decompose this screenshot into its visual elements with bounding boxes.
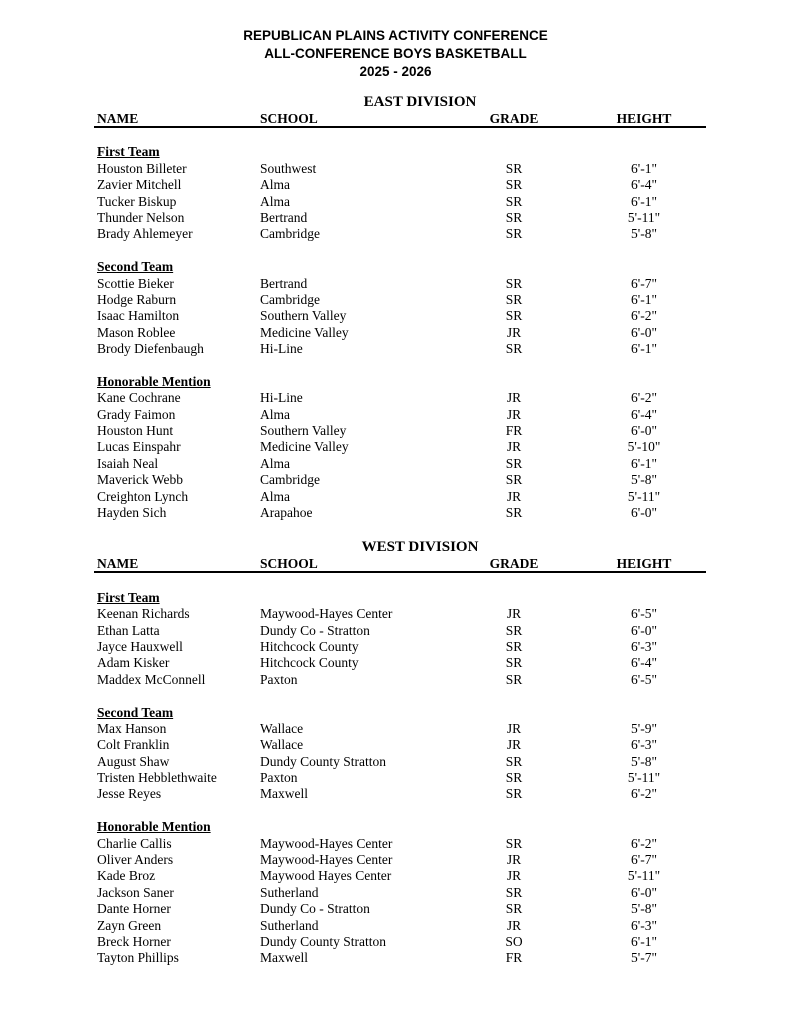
player-row (94, 950, 706, 966)
player-row (94, 423, 706, 439)
player-row (94, 390, 706, 406)
column-header-name: NAME (97, 111, 139, 126)
player-height: 6'-7" (631, 275, 657, 291)
player-school: Wallace (260, 720, 304, 736)
player-height: 5'-10" (627, 439, 661, 455)
player-grade: SR (505, 504, 523, 520)
player-school: Alma (260, 455, 290, 471)
player-grade: SR (505, 901, 523, 917)
player-row (94, 901, 706, 917)
player-height: 5'-9" (631, 720, 657, 736)
season-title: 2025 - 2026 (359, 64, 432, 79)
player-row (94, 177, 706, 193)
player-grade: SR (505, 308, 523, 324)
section-label: First Team (97, 589, 160, 605)
player-school: Dundy County Stratton (260, 933, 387, 949)
player-name: August Shaw (97, 753, 170, 769)
section-label-line (94, 259, 706, 275)
player-row (94, 489, 706, 505)
player-school: Hi-Line (260, 341, 303, 357)
player-name: Scottie Bieker (97, 275, 174, 291)
player-grade: FR (505, 423, 523, 439)
player-row (94, 868, 706, 884)
player-height: 6'-7" (631, 852, 657, 868)
spacer (94, 803, 706, 819)
player-height: 6'-0" (631, 504, 657, 520)
player-grade: JR (506, 737, 522, 753)
player-row (94, 194, 706, 210)
player-school: Alma (260, 406, 290, 422)
player-row (94, 770, 706, 786)
spacer (94, 688, 706, 704)
player-grade: SR (505, 341, 523, 357)
player-school: Sutherland (260, 917, 319, 933)
player-grade: JR (506, 324, 522, 340)
player-height: 5'-11" (627, 868, 661, 884)
player-row (94, 308, 706, 324)
player-name: Tristen Hebblethwaite (97, 770, 217, 786)
player-name: Dante Horner (97, 901, 171, 917)
section-label: Honorable Mention (97, 373, 211, 389)
player-row (94, 341, 706, 357)
player-grade: SR (505, 884, 523, 900)
player-row (94, 786, 706, 802)
column-header-height: HEIGHT (616, 556, 672, 572)
column-header-grade: GRADE (489, 111, 539, 126)
player-row (94, 852, 706, 868)
player-school: Cambridge (260, 226, 320, 242)
player-row (94, 505, 706, 521)
player-grade: SR (505, 193, 523, 209)
player-grade: SR (505, 786, 523, 802)
section-label-line (94, 705, 706, 721)
player-school: Medicine Valley (260, 439, 349, 455)
team-section (94, 374, 706, 522)
player-row (94, 754, 706, 770)
player-school: Alma (260, 488, 290, 504)
conference-title: REPUBLICAN PLAINS ACTIVITY CONFERENCE (243, 28, 548, 43)
player-grade: SR (505, 655, 523, 671)
player-row (94, 439, 706, 455)
player-row (94, 210, 706, 226)
player-grade: SR (505, 770, 523, 786)
player-height: 6'-0" (631, 884, 657, 900)
player-school: Maywood-Hayes Center (260, 606, 393, 622)
player-name: Thunder Nelson (97, 209, 185, 225)
player-row (94, 407, 706, 423)
player-grade: JR (506, 390, 522, 406)
player-height: 6'-2" (631, 835, 657, 851)
player-school: Paxton (260, 671, 298, 687)
player-name: Isaiah Neal (97, 455, 159, 471)
player-row (94, 885, 706, 901)
player-name: Colt Franklin (97, 737, 170, 753)
player-row (94, 639, 706, 655)
player-height: 6'-0" (631, 324, 657, 340)
player-name: Charlie Callis (97, 835, 172, 851)
player-row (94, 836, 706, 852)
player-name: Jackson Saner (97, 884, 174, 900)
player-school: Hitchcock County (260, 655, 359, 671)
player-grade: JR (506, 439, 522, 455)
player-grade: SR (505, 177, 523, 193)
player-height: 6'-3" (631, 638, 657, 654)
player-school: Alma (260, 193, 290, 209)
player-height: 6'-2" (631, 308, 657, 324)
player-grade: SR (505, 275, 523, 291)
player-name: Zavier Mitchell (97, 177, 182, 193)
player-grade: SR (505, 160, 523, 176)
player-height: 6'-4" (631, 406, 657, 422)
player-school: Sutherland (260, 884, 319, 900)
player-name: Grady Faimon (97, 406, 176, 422)
divisions (94, 93, 706, 967)
player-height: 5'-8" (631, 226, 657, 242)
player-row (94, 737, 706, 753)
player-grade: SR (505, 835, 523, 851)
team-section (94, 259, 706, 357)
player-name: Oliver Anders (97, 852, 174, 868)
player-height: 5'-8" (631, 472, 657, 488)
player-grade: JR (506, 606, 522, 622)
player-school: Southern Valley (260, 308, 347, 324)
player-height: 6'-4" (631, 177, 657, 193)
player-height: 6'-0" (631, 622, 657, 638)
player-grade: SR (505, 671, 523, 687)
section-label-line (94, 590, 706, 606)
section-label-line (94, 819, 706, 835)
player-grade: JR (506, 720, 522, 736)
player-school: Paxton (260, 770, 298, 786)
player-school: Cambridge (260, 291, 320, 307)
player-school: Maywood-Hayes Center (260, 835, 393, 851)
division-title: WEST DIVISION (361, 539, 479, 556)
spacer (94, 243, 706, 259)
player-grade: SR (505, 455, 523, 471)
player-height: 6'-1" (631, 291, 657, 307)
column-header-school: SCHOOL (260, 111, 318, 126)
player-school: Hitchcock County (260, 638, 359, 654)
spacer (94, 521, 706, 538)
player-name: Zayn Green (97, 917, 162, 933)
player-row (94, 606, 706, 622)
player-name: Brady Ahlemeyer (97, 226, 193, 242)
player-name: Houston Hunt (97, 423, 174, 439)
player-grade: JR (506, 917, 522, 933)
player-school: Dundy Co - Stratton (260, 901, 370, 917)
column-header-row (94, 556, 706, 573)
player-school: Southern Valley (260, 423, 347, 439)
player-name: Tucker Biskup (97, 193, 177, 209)
column-header-school: SCHOOL (260, 556, 318, 572)
player-school: Hi-Line (260, 390, 303, 406)
player-height: 5'-11" (627, 488, 661, 504)
player-name: Isaac Hamilton (97, 308, 180, 324)
section-label: Second Team (97, 259, 174, 275)
section-label-line (94, 374, 706, 390)
player-height: 6'-3" (631, 737, 657, 753)
player-height: 6'-4" (631, 655, 657, 671)
player-name: Hodge Raburn (97, 291, 177, 307)
player-row (94, 655, 706, 671)
player-row (94, 292, 706, 308)
column-header-name: NAME (97, 556, 139, 572)
team-section (94, 705, 706, 803)
player-row (94, 672, 706, 688)
player-height: 6'-2" (631, 786, 657, 802)
player-school: Cambridge (260, 472, 320, 488)
player-name: Ethan Latta (97, 622, 160, 638)
award-title: ALL-CONFERENCE BOYS BASKETBALL (264, 46, 527, 61)
player-grade: SR (505, 291, 523, 307)
player-grade: JR (506, 488, 522, 504)
team-section (94, 819, 706, 967)
team-section (94, 590, 706, 688)
player-row (94, 623, 706, 639)
player-school: Southwest (260, 160, 317, 176)
player-name: Jayce Hauxwell (97, 638, 183, 654)
player-height: 6'-1" (631, 455, 657, 471)
column-header-grade: GRADE (489, 556, 539, 572)
player-height: 6'-2" (631, 390, 657, 406)
player-height: 6'-3" (631, 917, 657, 933)
player-height: 6'-1" (631, 341, 657, 357)
player-row (94, 276, 706, 292)
player-height: 5'-11" (627, 770, 661, 786)
division-east (94, 93, 706, 521)
player-school: Arapahoe (260, 504, 313, 520)
player-name: Keenan Richards (97, 606, 190, 622)
column-header-height: HEIGHT (616, 111, 672, 126)
player-school: Dundy Co - Stratton (260, 622, 370, 638)
player-grade: JR (506, 852, 522, 868)
player-height: 6'-0" (631, 423, 657, 439)
player-height: 5'-8" (631, 901, 657, 917)
player-grade: SR (505, 638, 523, 654)
player-grade: JR (506, 868, 522, 884)
player-grade: JR (506, 406, 522, 422)
player-name: Tayton Phillips (97, 950, 179, 966)
player-school: Medicine Valley (260, 324, 349, 340)
player-row (94, 161, 706, 177)
section-label: Second Team (97, 704, 174, 720)
section-label: Honorable Mention (97, 819, 211, 835)
spacer (94, 357, 706, 373)
player-name: Brody Diefenbaugh (97, 341, 204, 357)
player-height: 6'-1" (631, 933, 657, 949)
player-row (94, 226, 706, 242)
document-title (0, 27, 791, 81)
player-height: 6'-5" (631, 671, 657, 687)
player-name: Hayden Sich (97, 504, 167, 520)
player-school: Alma (260, 177, 290, 193)
player-row (94, 918, 706, 934)
division-west (94, 521, 706, 966)
player-grade: SR (505, 622, 523, 638)
player-name: Houston Billeter (97, 160, 187, 176)
player-grade: SO (505, 933, 523, 949)
player-height: 6'-1" (631, 193, 657, 209)
player-school: Maywood Hayes Center (260, 868, 392, 884)
player-name: Creighton Lynch (97, 488, 189, 504)
spacer (94, 573, 706, 589)
player-name: Maverick Webb (97, 472, 184, 488)
player-height: 5'-11" (627, 209, 661, 225)
player-grade: SR (505, 226, 523, 242)
player-name: Mason Roblee (97, 324, 176, 340)
player-grade: SR (505, 209, 523, 225)
player-height: 6'-5" (631, 606, 657, 622)
player-name: Kade Broz (97, 868, 156, 884)
player-school: Maxwell (260, 950, 308, 966)
player-name: Jesse Reyes (97, 786, 162, 802)
player-grade: SR (505, 753, 523, 769)
player-school: Maxwell (260, 786, 308, 802)
spacer (94, 128, 706, 144)
section-label: First Team (97, 144, 160, 160)
player-name: Max Hanson (97, 720, 167, 736)
player-height: 6'-1" (631, 160, 657, 176)
player-school: Maywood-Hayes Center (260, 852, 393, 868)
player-school: Bertrand (260, 275, 308, 291)
team-section (94, 144, 706, 242)
player-row (94, 472, 706, 488)
player-name: Adam Kisker (97, 655, 170, 671)
player-school: Dundy County Stratton (260, 753, 387, 769)
player-row (94, 934, 706, 950)
player-name: Maddex McConnell (97, 671, 206, 687)
player-height: 5'-7" (631, 950, 657, 966)
player-grade: SR (505, 472, 523, 488)
player-name: Breck Horner (97, 933, 171, 949)
player-row (94, 456, 706, 472)
player-school: Bertrand (260, 209, 308, 225)
player-name: Lucas Einspahr (97, 439, 181, 455)
player-row (94, 325, 706, 341)
player-name: Kane Cochrane (97, 390, 181, 406)
division-title: EAST DIVISION (363, 94, 477, 110)
player-school: Wallace (260, 737, 304, 753)
section-label-line (94, 144, 706, 160)
player-height: 5'-8" (631, 753, 657, 769)
player-grade: FR (505, 950, 523, 966)
column-header-row (94, 111, 706, 128)
player-row (94, 721, 706, 737)
